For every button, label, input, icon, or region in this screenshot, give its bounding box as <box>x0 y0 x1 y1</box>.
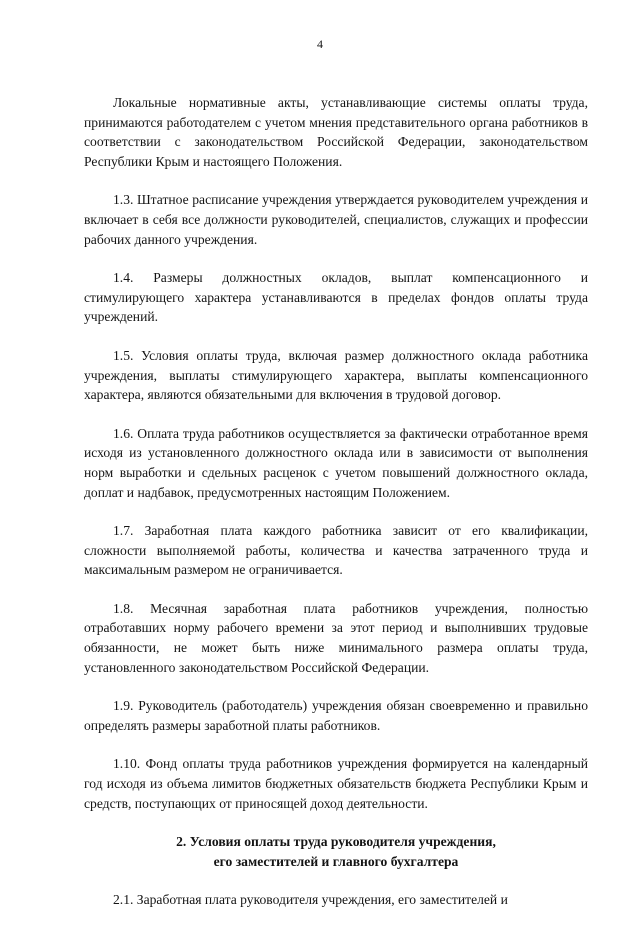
paragraph-1-9: 1.9. Руководитель (работодатель) учреждения обязан своевременно и правильно определять размеры заработной платы работников. <box>84 698 588 733</box>
paragraph-1-7: 1.7. Заработная плата каждого работника зависит от его квалификации, сложности выполняемой работы, количества и качества затраченного труда и максимальным размером не ограничивается. <box>84 523 588 578</box>
paragraph-1-6: 1.6. Оплата труда работников осуществляется за фактически отработанное время исходя из установленного должностного оклада или в зависимости от выполнения норм выработки и сдельных расценок с учетом повышений должностного оклада, доплат и надбавок, предусмотренных настоящим Положением. <box>84 425 588 500</box>
paragraph-1-5: 1.5. Условия оплаты труда, включая размер должностного оклада работника учреждения, выплаты стимулирующего характера, выплаты компенсационного характера, являются обязательными для включения в трудовой договор. <box>84 347 588 403</box>
paragraph-1-4: 1.4. Размеры должностных окладов, выплат компенсационного и стимулирующего характера устанавливаются в пределах фондов оплаты труда учреждений. <box>84 270 588 325</box>
paragraph-1-3: 1.3. Штатное расписание учреждения утверждается руководителем учреждения и включает в себя все должности руководителей, специалистов, служащих и профессии рабочих данного учреждения. <box>84 192 588 247</box>
section-heading-line-1: 2. Условия оплаты труда руководителя учреждения, <box>176 834 496 850</box>
paragraph-1-8: 1.8. Месячная заработная плата работников учреждения, полностью отработавших норму рабочего времени за этот период и выполнивших трудовые обязанности, не может быть ниже минимального размера оплаты труда, установленного законодательством Российской Федерации. <box>84 600 588 675</box>
paragraph-2-1: 2.1. Заработная плата руководителя учреждения, его заместителей и <box>113 892 508 908</box>
paragraph-local-acts: Локальные нормативные акты, устанавливающие системы оплаты труда, принимаются работодателем с учетом мнения представительного органа работников в соответствии с законодательством Российской Федерации, законодательством Республики Крым и настоящего Положения. <box>84 95 588 169</box>
document-body <box>84 93 588 929</box>
page-number: 4 <box>317 37 323 51</box>
section-heading <box>84 832 588 871</box>
section-heading-line-2: его заместителей и главного бухгалтера <box>213 853 459 869</box>
paragraph-1-10: 1.10. Фонд оплаты труда работников учреждения формируется на календарный год исходя из объема лимитов бюджетных обязательств бюджета Республики Крым и средств, поступающих от приносящей доход деятельности. <box>84 756 588 811</box>
